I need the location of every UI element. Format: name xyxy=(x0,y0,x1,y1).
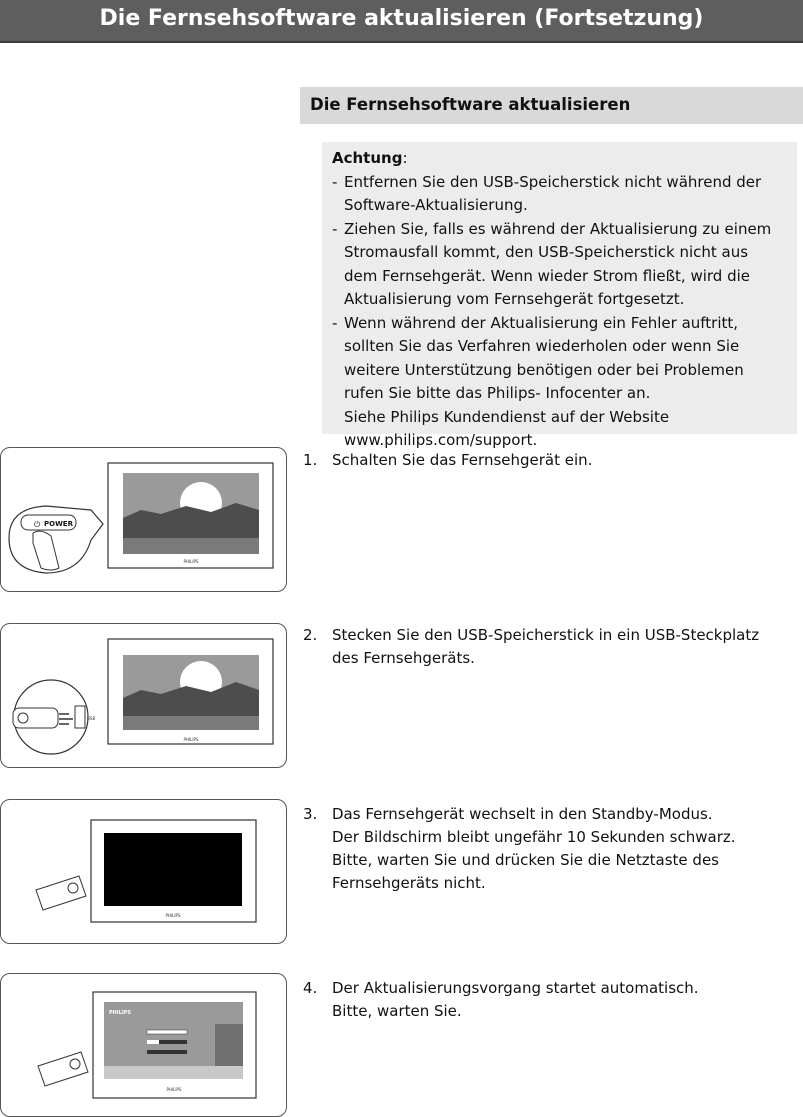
warning-line: rufen Sie bitte das Philips- Infocenter an. xyxy=(344,384,651,402)
warning-colon: : xyxy=(402,149,408,167)
warning-line: Stromausfall kommt, den USB-Speicherstick nicht aus xyxy=(344,243,749,261)
warning-line: weitere Unterstützung benötigen oder bei Problemen xyxy=(344,360,744,379)
page-banner-title: Die Fernsehsoftware aktualisieren (Fortsetzung) xyxy=(0,0,803,43)
warning-line: dem Fernsehgerät. Wenn wieder Strom fließt, wird die xyxy=(344,266,751,285)
warning-line: Ziehen Sie, falls es während der Aktualisierung zu einem xyxy=(344,219,772,238)
warning-line: Software-Aktualisierung. xyxy=(344,196,528,214)
illustration-usb-insert xyxy=(0,623,287,768)
warning-box xyxy=(322,142,797,449)
warning-line: Siehe Philips Kundendienst auf der Website xyxy=(344,407,670,426)
step-line: Schalten Sie das Fernsehgerät ein. xyxy=(332,451,593,469)
warning-line: Aktualisierung vom Fernsehgerät fortgesetzt. xyxy=(344,290,685,308)
warning-title: Achtung xyxy=(332,149,403,167)
illustration-updating xyxy=(0,973,287,1117)
tv-brand-label: PHILIPS xyxy=(166,1087,182,1092)
usb-port-icon xyxy=(75,706,85,728)
tv-standby-illustration xyxy=(1,800,287,944)
warning-line: Entfernen Sie den USB-Speicherstick nicht während der xyxy=(344,172,762,191)
warning-heading xyxy=(332,147,787,171)
tv-usb-illustration xyxy=(1,624,287,768)
usb-port-label: USB xyxy=(87,716,96,721)
warning-line: Wenn während der Aktualisierung ein Fehler auftritt, xyxy=(344,313,739,332)
tv-brand-label: PHILIPS xyxy=(165,913,181,918)
step-line: Bitte, warten Sie und drücken Sie die Netztaste des xyxy=(332,851,719,869)
step-line: Der Aktualisierungsvorgang startet automatisch. xyxy=(332,979,699,997)
usb-stick-icon xyxy=(38,1052,88,1086)
illustration-power-on xyxy=(0,447,287,592)
step-number: 4. xyxy=(303,979,318,997)
tv-brand-label: PHILIPS xyxy=(183,559,199,564)
step-number: 3. xyxy=(303,805,318,823)
step-number: 1. xyxy=(303,451,318,469)
usb-stick-icon xyxy=(36,876,86,910)
tv-power-illustration xyxy=(1,448,287,592)
warning-link[interactable]: www.philips.com/support. xyxy=(344,431,538,449)
step-line: des Fernsehgeräts. xyxy=(332,649,475,667)
black-screen xyxy=(104,833,242,906)
step-line: Stecken Sie den USB-Speicherstick in ein USB-Steckplatz xyxy=(332,626,760,644)
step-line: Bitte, warten Sie. xyxy=(332,1002,462,1020)
power-symbol-icon: ⏻ xyxy=(34,520,41,529)
tv-updating-illustration xyxy=(1,974,287,1117)
warning-line: sollten Sie das Verfahren wiederholen oder wenn Sie xyxy=(344,337,740,355)
warning-item: - Ziehen Sie, falls es während der Aktualisierung zu einem Stromausfall kommt, den USB-Speicherstick nicht aus dem Fernsehgerät. Wenn wieder Strom fließt, wird die Aktualisierung vom Fernsehgerät fortgesetzt. xyxy=(332,218,787,312)
step-line: Der Bildschirm bleibt ungefähr 10 Sekunden schwarz. xyxy=(332,828,736,846)
screen-brand-label: PHILIPS xyxy=(109,1010,132,1016)
warning-item: - Entfernen Sie den USB-Speicherstick nicht während der Software-Aktualisierung. xyxy=(332,171,787,218)
step-line: Fernsehgeräts nicht. xyxy=(332,874,486,892)
section-title: Die Fernsehsoftware aktualisieren xyxy=(300,87,803,124)
power-label: POWER xyxy=(44,520,73,528)
step-line: Das Fernsehgerät wechselt in den Standby-Modus. xyxy=(332,805,713,823)
warning-item: - Wenn während der Aktualisierung ein Fehler auftritt, sollten Sie das Verfahren wiederholen oder wenn Sie weitere Unterstützung benötigen oder bei Problemen rufen Sie bitte das Philips- Infocenter an. Siehe Philips Kundendienst auf der Website www.philips.com/support. xyxy=(332,312,787,453)
tv-brand-label: PHILIPS xyxy=(183,737,199,742)
illustration-standby xyxy=(0,799,287,944)
step-number: 2. xyxy=(303,626,318,644)
